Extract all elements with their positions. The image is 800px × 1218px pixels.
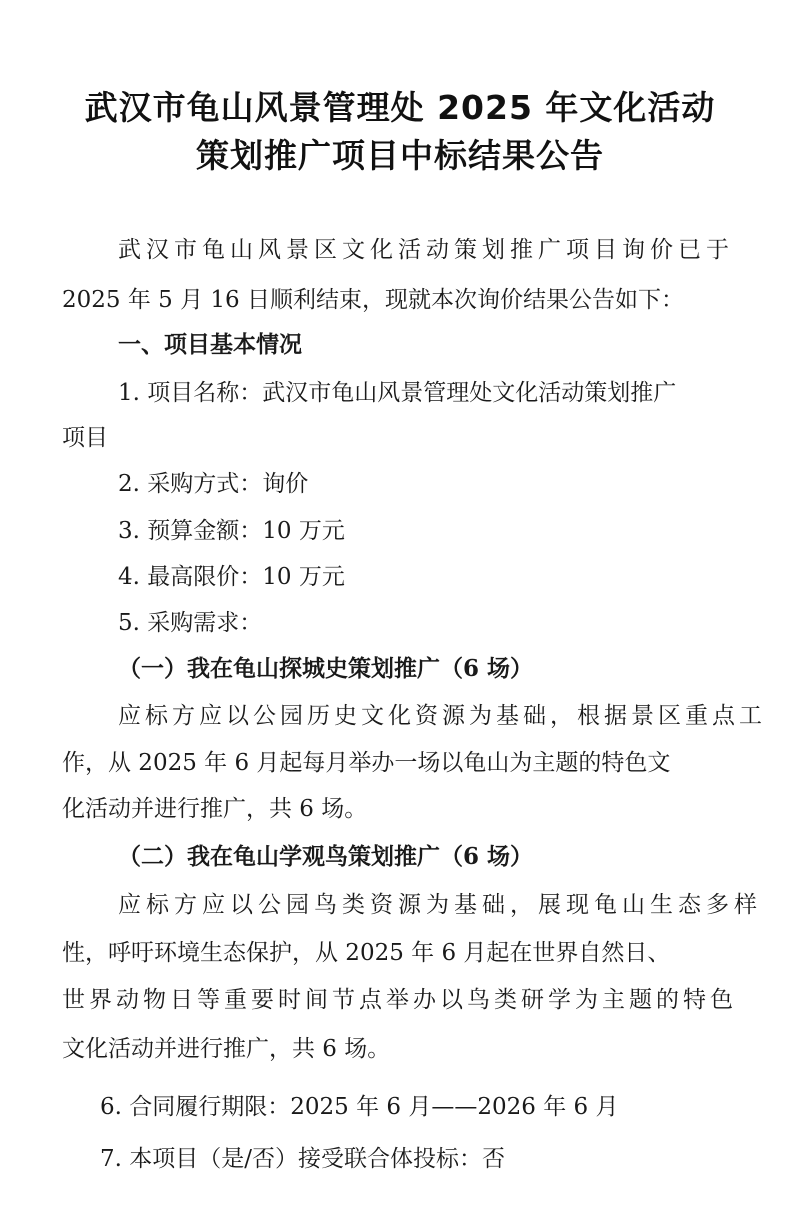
intro-paragraph-line-2: 2025 年 5 月 16 日顺利结束，现就本次询价结果公告如下： <box>62 287 684 313</box>
item-budget-amount: 3. 预算金额：10 万元 <box>118 518 345 544</box>
requirement-2-line-1: 应标方应以公园鸟类资源为基础，展现龟山生态多样 <box>118 892 762 918</box>
item-project-name-line-2: 项目 <box>62 425 108 451</box>
intro-paragraph-line-1: 武汉市龟山风景区文化活动策划推广项目询价已于 <box>118 237 734 263</box>
item-project-name-line-1: 1. 项目名称：武汉市龟山风景管理处文化活动策划推广 <box>118 380 677 406</box>
requirement-1-line-3: 化活动并进行推广，共 6 场。 <box>62 796 368 822</box>
item-max-price: 4. 最高限价：10 万元 <box>118 564 345 590</box>
section-heading-basic-info: 一、项目基本情况 <box>118 332 302 358</box>
requirement-1-line-2: 作，从 2025 年 6 月起每月举办一场以龟山为主题的特色文 <box>62 750 671 776</box>
document-title-line-2: 策划推广项目中标结果公告 <box>196 136 604 175</box>
item-procurement-requirements: 5. 采购需求： <box>118 610 263 636</box>
item-contract-period: 6. 合同履行期限：2025 年 6 月——2026 年 6 月 <box>100 1094 619 1120</box>
requirement-2-line-2: 性，呼吁环境生态保护，从 2025 年 6 月起在世界自然日、 <box>62 940 671 966</box>
item-procurement-method: 2. 采购方式：询价 <box>118 471 309 497</box>
requirement-1-line-1: 应标方应以公园历史文化资源为基础，根据景区重点工 <box>118 703 766 729</box>
item-consortium-bidding: 7. 本项目（是/否）接受联合体投标：否 <box>100 1146 506 1172</box>
requirement-2-line-3: 世界动物日等重要时间节点举办以鸟类研学为主题的特色 <box>62 987 737 1013</box>
document-title-line-1: 武汉市龟山风景管理处 2025 年文化活动 <box>84 88 716 127</box>
requirement-2-line-4: 文化活动并进行推广，共 6 场。 <box>62 1036 391 1062</box>
requirement-1-heading: （一）我在龟山探城史策划推广（6 场） <box>118 655 534 682</box>
requirement-2-heading: （二）我在龟山学观鸟策划推广（6 场） <box>118 843 534 870</box>
